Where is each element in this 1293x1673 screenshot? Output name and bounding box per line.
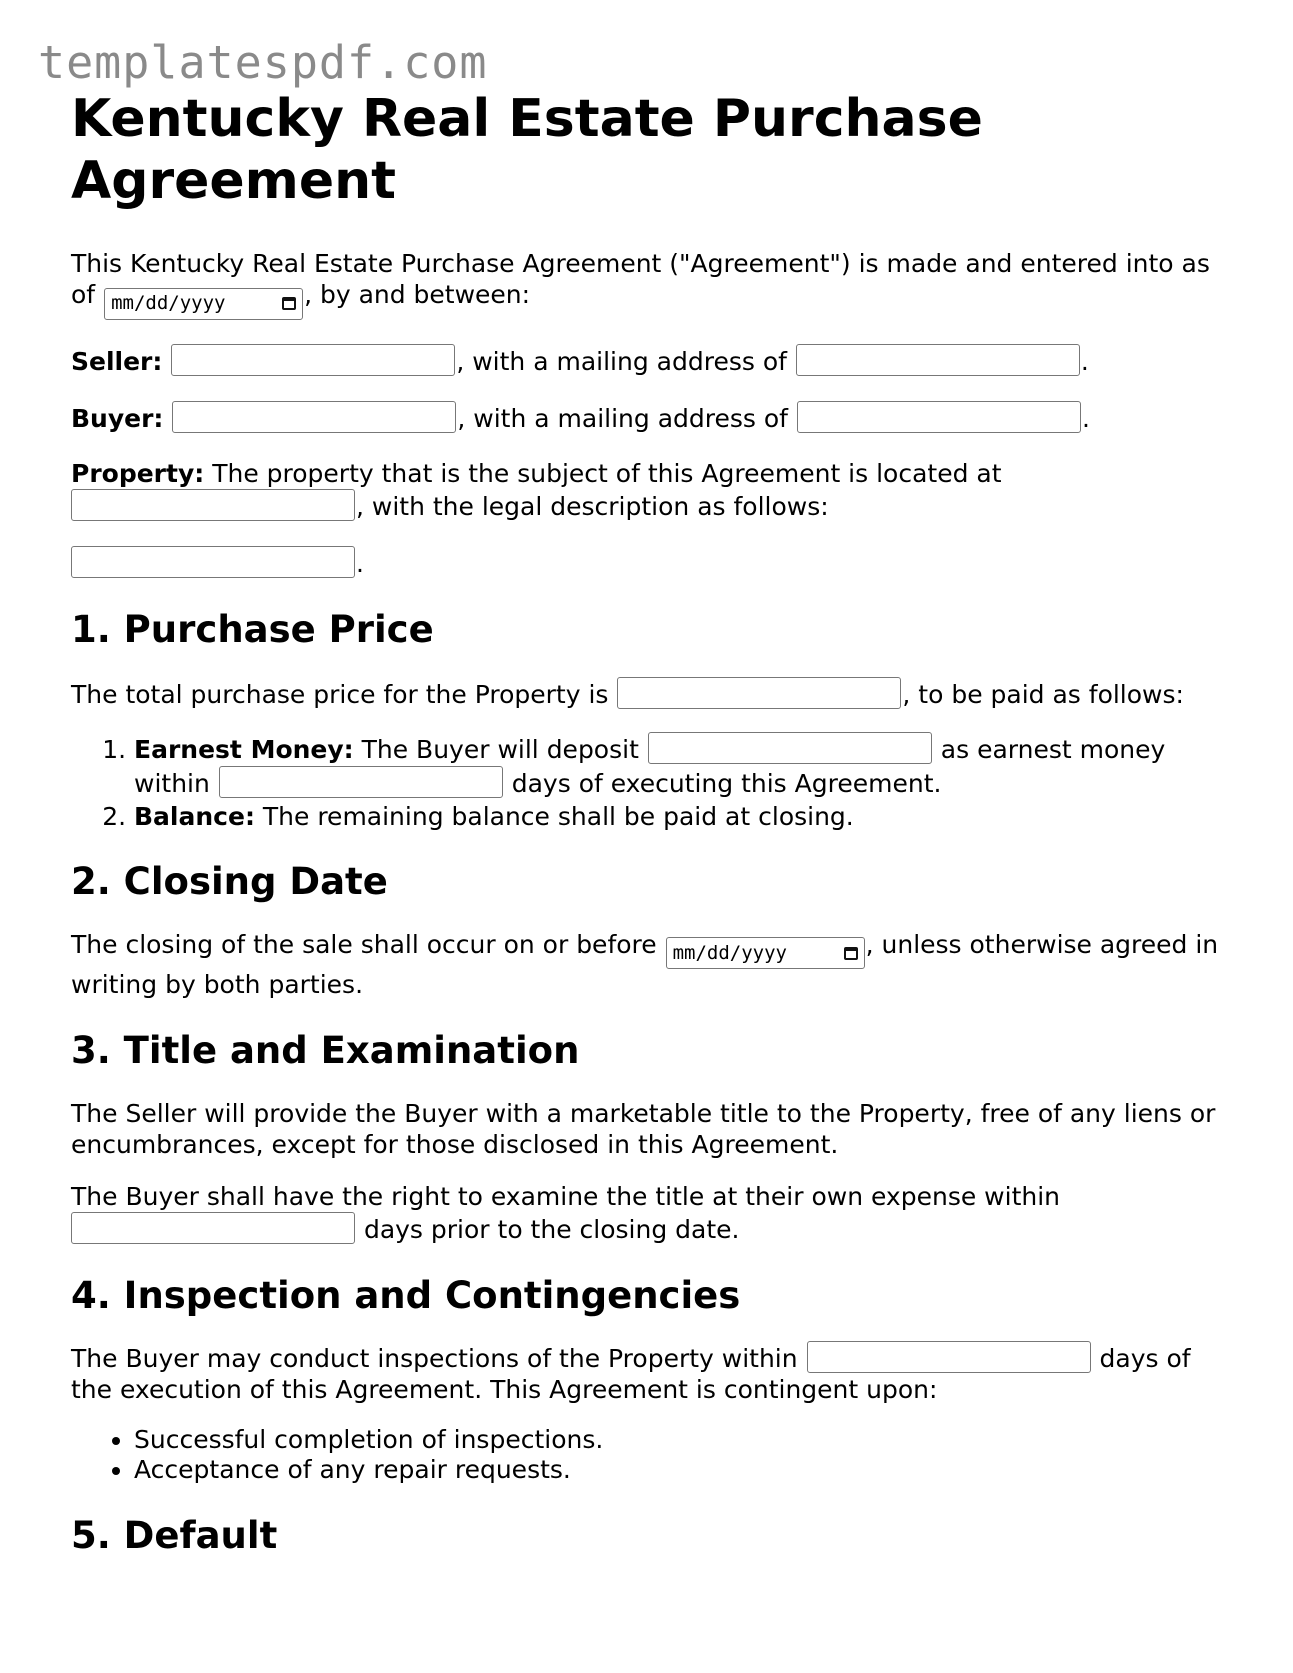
payment-terms-list xyxy=(71,732,1221,833)
section-heading-inspection: 4. Inspection and Contingencies xyxy=(71,1274,741,1317)
watermark: templatespdf.com xyxy=(38,36,488,89)
property-legal-label: , with the legal description as follows: xyxy=(356,491,829,521)
buyer-line-end: . xyxy=(1081,403,1090,433)
property-text: The property that is the subject of this Agreement is located at xyxy=(204,458,1002,488)
list-item xyxy=(134,732,1221,800)
purchase-price-input[interactable] xyxy=(617,677,901,709)
seller-address-input[interactable] xyxy=(796,344,1080,376)
section-heading-title-examination: 3. Title and Examination xyxy=(71,1029,580,1072)
closing-date-text-end: , unless otherwise agreed in writing by both parties. xyxy=(71,929,1219,999)
buyer-label: Buyer: xyxy=(71,403,164,433)
earnest-money-text-mid: as earnest money within xyxy=(134,734,1166,798)
date-placeholder: mm/dd/yyyy xyxy=(672,941,787,964)
seller-name-input[interactable] xyxy=(171,344,455,376)
intro-text-end: , by and between: xyxy=(304,280,531,309)
document-page xyxy=(71,88,1221,1559)
earnest-money-amount-input[interactable] xyxy=(648,732,932,764)
agreement-date-input[interactable] xyxy=(104,288,303,320)
calendar-icon[interactable] xyxy=(844,947,858,960)
intro-paragraph xyxy=(71,248,1221,320)
earnest-money-text: The Buyer will deposit xyxy=(353,734,639,764)
earnest-money-label: Earnest Money: xyxy=(134,734,354,764)
date-placeholder: mm/dd/yyyy xyxy=(111,292,226,314)
inspection-paragraph xyxy=(71,1341,1221,1405)
title-examination-text-end: days prior to the closing date. xyxy=(356,1215,740,1244)
seller-label: Seller: xyxy=(71,346,163,376)
property-label: Property: xyxy=(71,458,205,488)
list-item xyxy=(134,800,1221,833)
contingencies-list xyxy=(71,1425,1221,1485)
balance-text: The remaining balance shall be paid at closing. xyxy=(254,801,854,831)
closing-date-input[interactable] xyxy=(666,937,865,969)
section-heading-closing-date: 2. Closing Date xyxy=(71,859,388,903)
purchase-price-text-end: , to be paid as follows: xyxy=(902,679,1184,709)
list-item: • Acceptance of any repair requests. xyxy=(134,1455,1221,1485)
intro-text: This Kentucky Real Estate Purchase Agreement ("Agreement") is made and entered into as of xyxy=(71,249,1210,309)
section-heading-default: 5. Default xyxy=(71,1514,278,1557)
seller-address-label: , with a mailing address of xyxy=(456,346,787,376)
title-examination-text: The Buyer shall have the right to examine the title at their own expense within xyxy=(71,1182,1061,1211)
balance-label: Balance: xyxy=(134,801,255,831)
calendar-icon[interactable] xyxy=(282,297,296,310)
buyer-address-input[interactable] xyxy=(797,401,1081,433)
title-examination-paragraph xyxy=(71,1181,1221,1245)
title-paragraph: The Seller will provide the Buyer with a marketable title to the Property, free of any liens or encumbrances, except for those disclosed in this Agreement. xyxy=(71,1099,1216,1159)
closing-date-paragraph xyxy=(71,929,1221,1001)
purchase-price-paragraph xyxy=(71,677,1221,710)
earnest-money-text-end: days of executing this Agreement. xyxy=(503,768,942,798)
legal-description-end: . xyxy=(356,548,364,578)
closing-date-text: The closing of the sale shall occur on or before xyxy=(71,929,657,959)
buyer-address-label: , with a mailing address of xyxy=(457,403,788,433)
list-item: • Successful completion of inspections. xyxy=(134,1425,1221,1455)
purchase-price-text: The total purchase price for the Property is xyxy=(71,679,609,709)
legal-description-input[interactable] xyxy=(71,546,355,578)
property-paragraph xyxy=(71,458,1221,522)
inspection-days-input[interactable] xyxy=(807,1341,1091,1373)
seller-line xyxy=(71,344,1221,377)
legal-description-line xyxy=(71,546,1221,579)
property-location-input[interactable] xyxy=(71,489,355,521)
earnest-money-days-input[interactable] xyxy=(219,766,503,798)
seller-line-end: . xyxy=(1080,346,1089,376)
inspection-text-end: days of the execution of this Agreement. This Agreement is contingent upon: xyxy=(71,1344,1191,1404)
section-heading-purchase-price: 1. Purchase Price xyxy=(71,607,434,651)
document-title: Kentucky Real Estate Purchase Agreement xyxy=(71,89,983,211)
buyer-line xyxy=(71,401,1221,434)
buyer-name-input[interactable] xyxy=(172,401,456,433)
inspection-text: The Buyer may conduct inspections of the Property within xyxy=(71,1344,798,1373)
title-examination-days-input[interactable] xyxy=(71,1212,355,1244)
